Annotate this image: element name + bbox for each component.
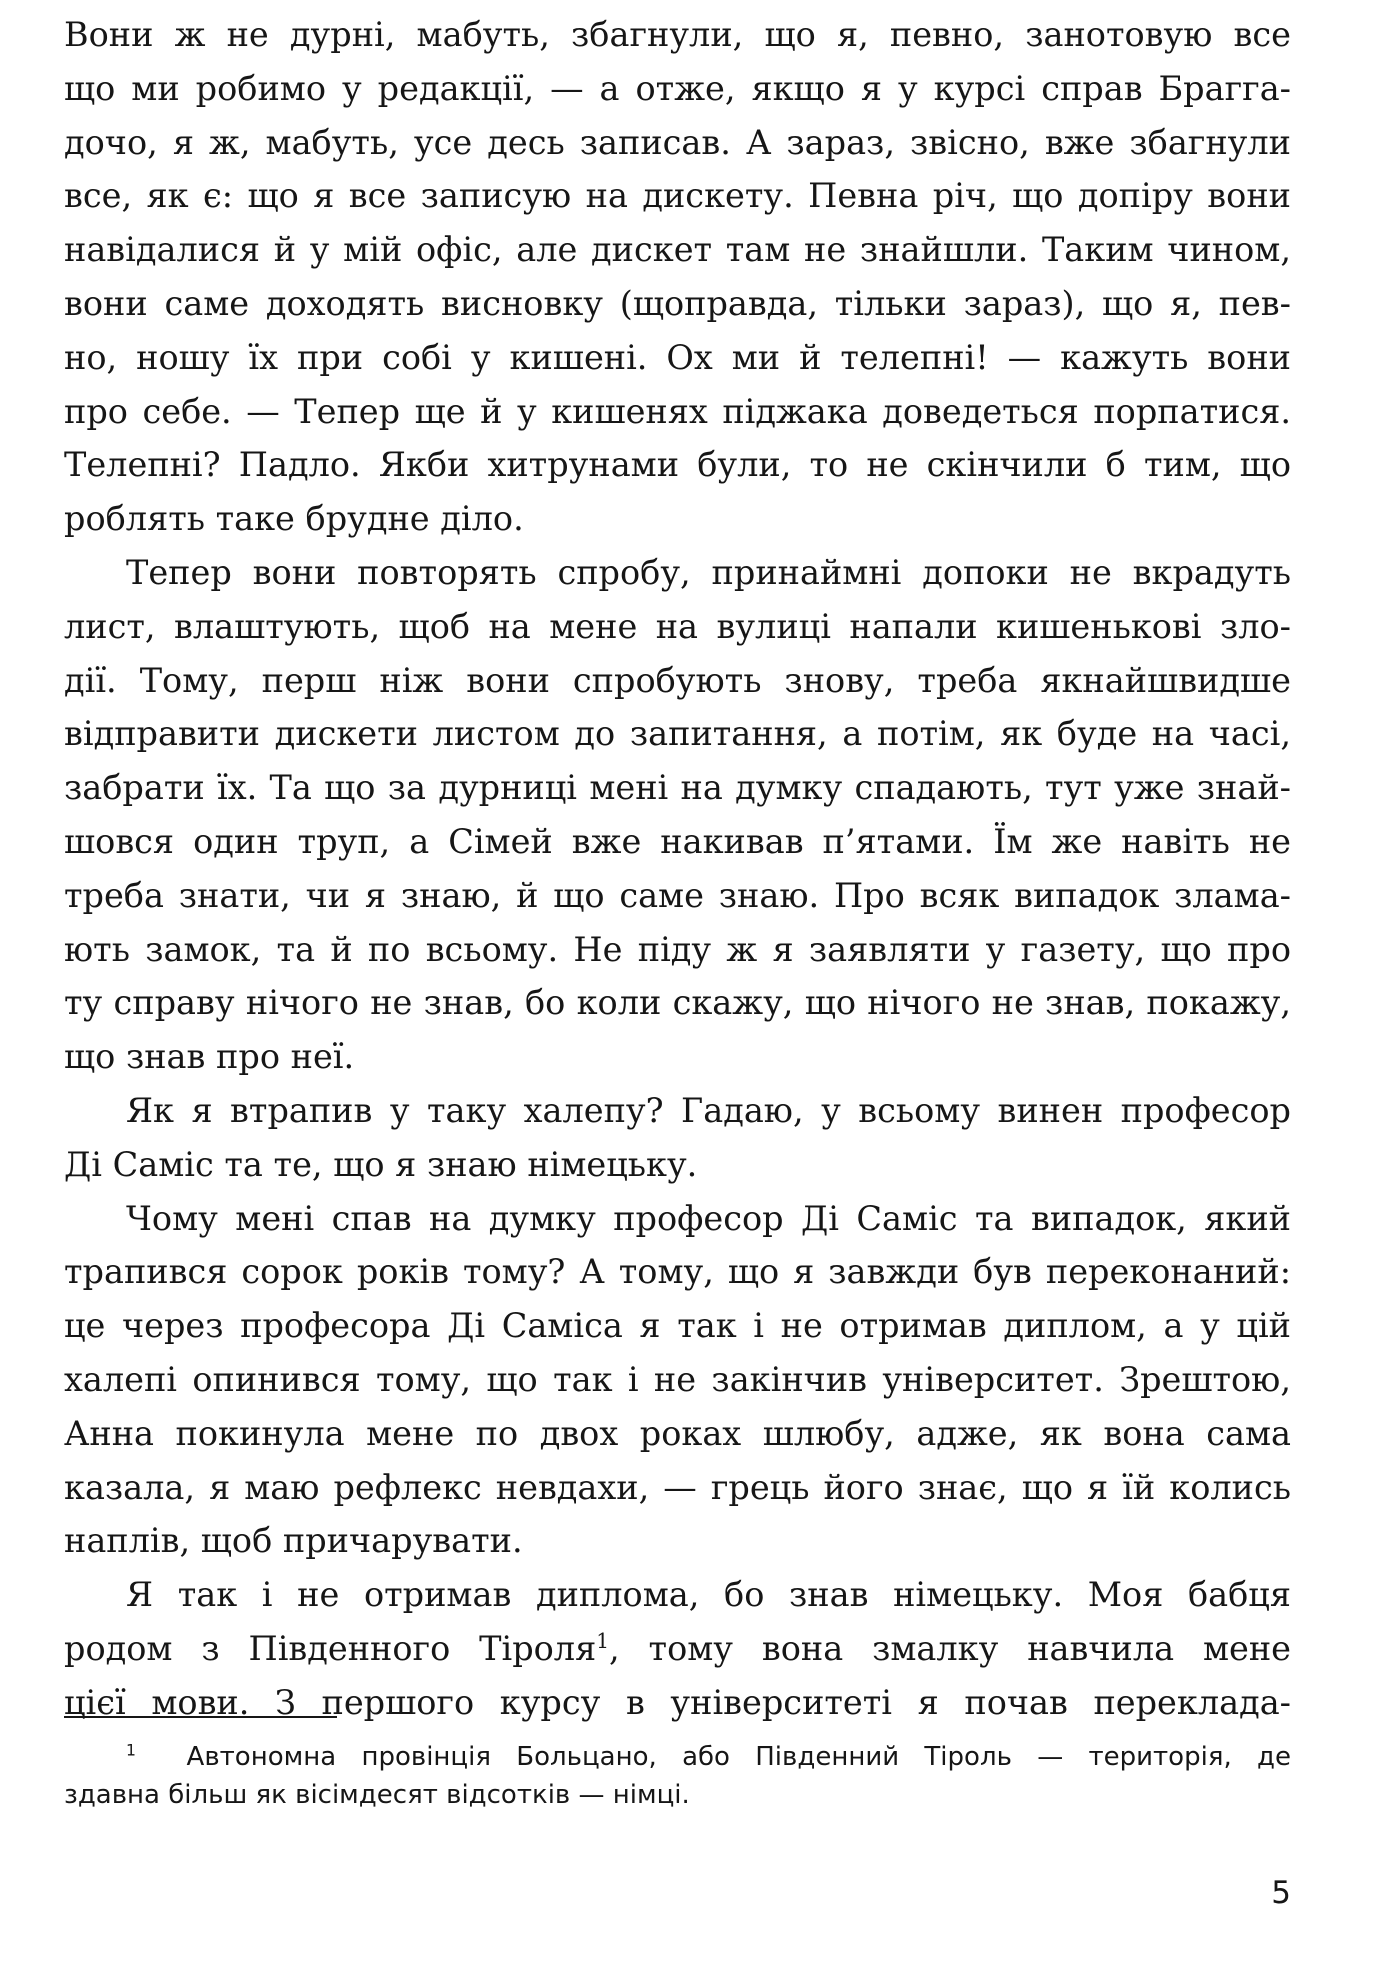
text-line: що знав про неї. [64, 1037, 355, 1077]
text-segment: , тому вона змалку навчила мене [609, 1628, 1291, 1668]
text-line: це через професора Ді Саміса я так і не отримав диплом, а у цій [64, 1306, 1291, 1346]
text-line: лист, влаштують, щоб на мене на вулиці напали кишенькові зло- [64, 606, 1291, 646]
text-line: трапився сорок років тому? А тому, що я завжди був переконаний: [64, 1252, 1291, 1292]
footnote-text: Автономна провінція Больцано, або Південний Тіроль — територія, де [186, 1742, 1291, 1772]
text-line: Ді Саміс та те, що я знаю німецьку. [64, 1144, 698, 1184]
footnote-divider [64, 1716, 337, 1718]
text-line: халепі опинився тому, що так і не закінчив університет. Зрештою, [64, 1359, 1291, 1399]
text-line: Як я втрапив у таку халепу? Гадаю, у всьому винен професор [126, 1090, 1291, 1130]
text-segment: родом з Південного Тіроля [64, 1628, 597, 1668]
page-number: 5 [1271, 1875, 1291, 1911]
text-line: шовся один труп, а Сімей вже накивав п’ятами. Їм же навіть не [64, 821, 1291, 861]
text-line: Вони ж не дурні, мабуть, збагнули, що я, певно, занотовую все [64, 15, 1291, 54]
text-line: Тепер вони повторять спробу, принаймні допоки не вкрадуть [126, 552, 1291, 592]
body-text [64, 8, 1291, 1730]
text-line: що ми робимо у редакції, — а отже, якщо я у курсі справ Брагга- [64, 68, 1291, 108]
text-line: навідалися й у мій офіс, але дискет там не знайшли. Таким чином, [64, 230, 1291, 270]
text-line: дочо, я ж, мабуть, усе десь записав. А зараз, звісно, вже збагнули [64, 122, 1291, 162]
text-line: Телепні? Падло. Якби хитрунами були, то не скінчили б тим, що [64, 445, 1291, 485]
text-line: Анна покинула мене по двох роках шлюбу, адже, як вона сама [64, 1413, 1291, 1453]
text-line: ють замок, та й по всьому. Не піду ж я заявляти у газету, що про [64, 929, 1291, 969]
text-line: роблять таке брудне діло. [64, 499, 524, 539]
footnote-reference[interactable]: 1 [596, 1628, 610, 1653]
text-line: но, ношу їх при собі у кишені. Ох ми й телепні! — кажуть вони [64, 337, 1291, 377]
text-line: вони саме доходять висновку (щоправда, тільки зараз), що я, пев- [64, 283, 1291, 323]
text-line: забрати їх. Та що за дурниці мені на думку спадають, тут уже знай- [64, 768, 1291, 808]
footnote-line [64, 1738, 1291, 1776]
text-line: дії. Тому, перш ніж вони спробують знову, треба якнайшвидше [64, 660, 1291, 700]
text-line [64, 1622, 1291, 1676]
text-line: Я так і не отримав диплома, бо знав німецьку. Моя бабця [126, 1575, 1291, 1615]
text-line: казала, я маю рефлекс невдахи, — грець його знає, що я їй колись [64, 1467, 1291, 1507]
text-line: Чому мені спав на думку професор Ді Саміс та випадок, який [126, 1198, 1291, 1238]
text-line: наплів, щоб причарувати. [64, 1521, 523, 1561]
text-line: треба знати, чи я знаю, й що саме знаю. Про всяк випадок злама- [64, 875, 1291, 915]
text-line: відправити дискети листом до запитання, а потім, як буде на часі, [64, 714, 1291, 754]
text-line: про себе. — Тепер ще й у кишенях піджака доведеться порпатися. [64, 391, 1291, 431]
text-line: все, як є: що я все записую на дискету. Певна річ, що допіру вони [64, 176, 1291, 216]
book-page [64, 0, 1291, 1966]
footnote-marker: 1 [126, 1741, 136, 1760]
text-line: ту справу нічого не знав, бо коли скажу, що нічого не знав, покажу, [64, 983, 1291, 1023]
text-line: цієї мови. З першого курсу в університеті я почав переклада- [64, 1682, 1291, 1722]
footnote-line: здавна більш як вісімдесят відсотків — німці. [64, 1780, 690, 1810]
footnotes [64, 1738, 1291, 1814]
